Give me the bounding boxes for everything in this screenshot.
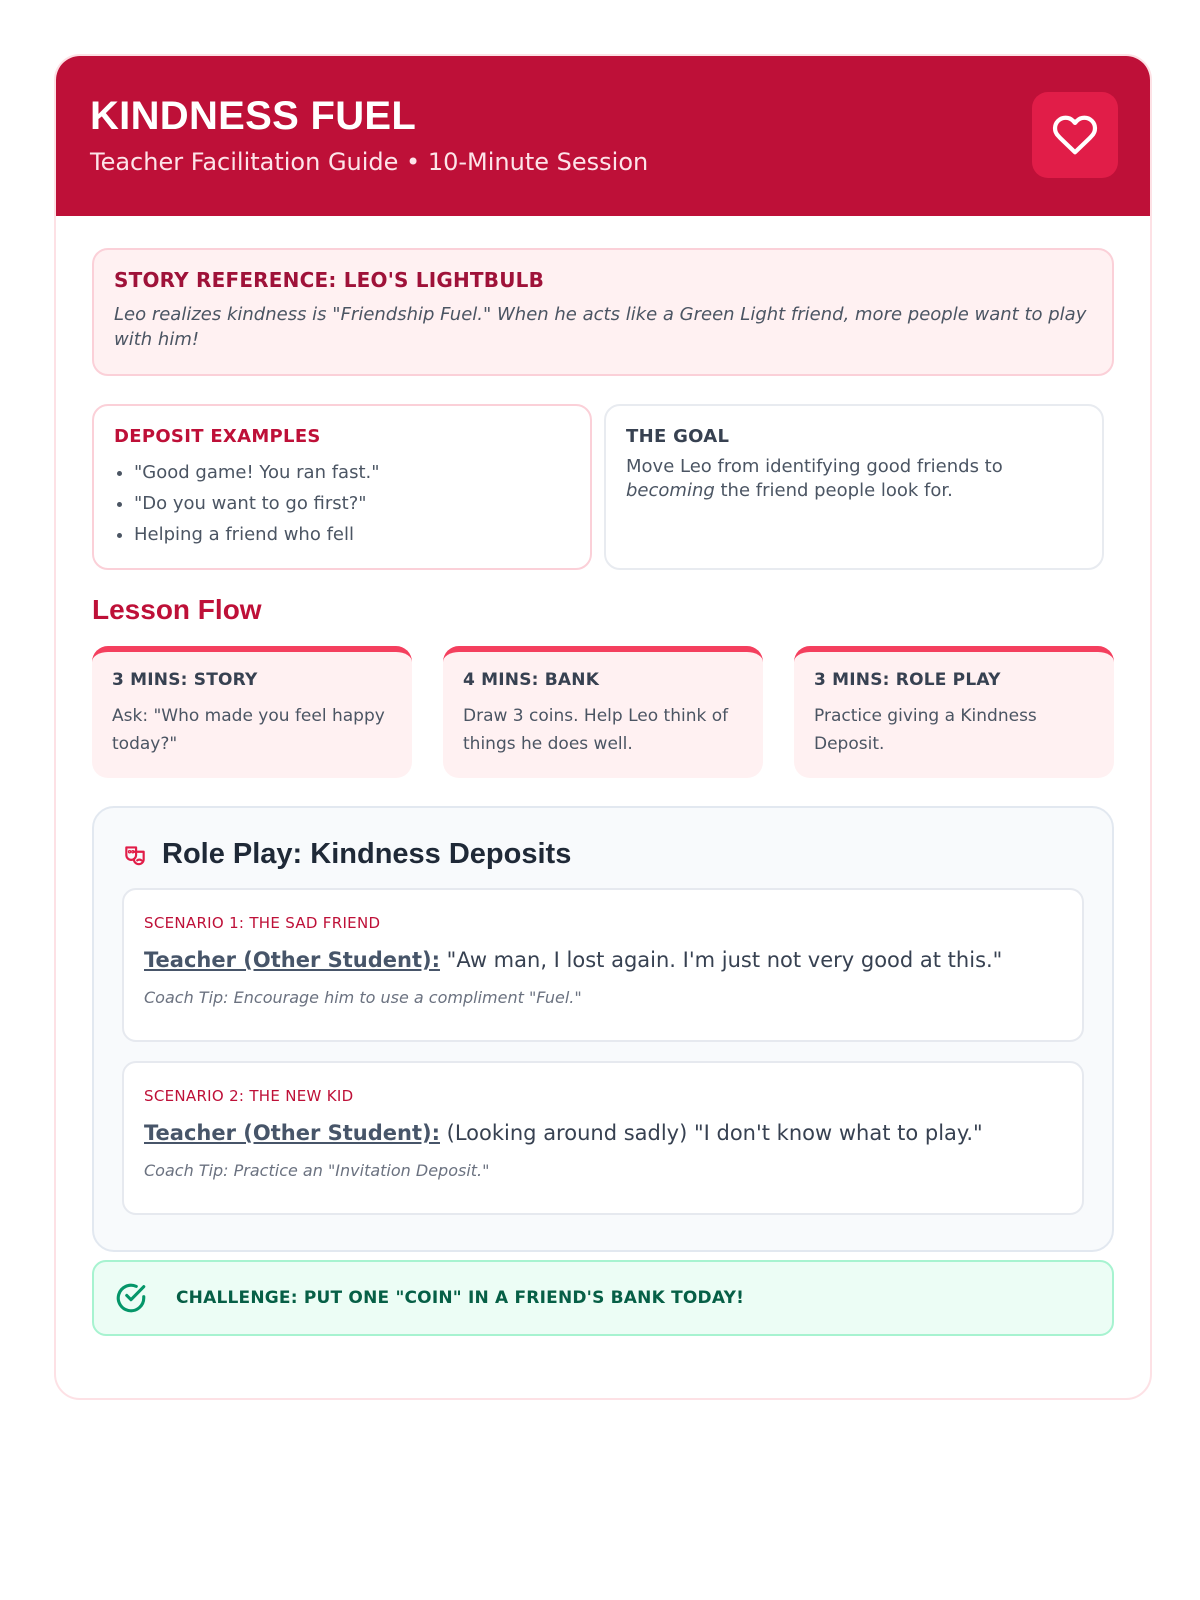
role-play-title: Role Play: Kindness Deposits [162,838,572,870]
story-text: Leo realizes kindness is "Friendship Fuel." When he acts like a Green Light friend, more people want to play with him! [114,304,1087,350]
lesson-flow-title: Lesson Flow [92,594,262,625]
story-reference-box [92,248,1114,376]
scenario-speaker: Teacher (Other Student): [144,1121,440,1145]
scenario-dialogue [144,1121,1062,1145]
list-item: • "Do you want to go first?" [134,488,570,519]
scenario-dialogue [144,948,1062,972]
flow-step-bank [443,646,763,778]
guide-card [54,54,1152,1400]
step-title: 3 MINS: STORY [112,670,258,690]
flow-step-story [92,646,412,778]
deposit-examples-box [92,404,592,570]
scenario-card [122,1061,1084,1215]
list-item: • "Good game! You ran fast." [134,457,570,488]
heart-icon [1052,112,1098,158]
role-play-header [122,838,571,871]
step-title: 4 MINS: BANK [463,670,600,690]
check-circle-icon [114,1281,148,1315]
step-title: 3 MINS: ROLE PLAY [814,670,1001,690]
coach-tip: Coach Tip: Encourage him to use a compliment "Fuel." [144,988,582,1007]
step-text: Ask: "Who made you feel happy today?" [112,706,385,754]
role-play-panel [92,806,1114,1252]
scenario-line: "Aw man, I lost again. I'm just not very good at this." [439,948,1003,972]
page-title: KINDNESS FUEL [90,94,417,138]
deposit-examples-list [114,457,570,550]
list-item: • Helping a friend who fell [134,519,570,550]
header-banner [56,56,1150,216]
challenge-banner [92,1260,1114,1336]
goal-title: THE GOAL [626,426,730,447]
goal-box [604,404,1104,570]
theater-masks-icon [122,842,148,868]
deposit-examples-title: DEPOSIT EXAMPLES [114,426,321,447]
scenario-title: SCENARIO 1: THE SAD FRIEND [144,914,381,932]
goal-emphasis: becoming [626,480,715,501]
story-title: STORY REFERENCE: LEO'S LIGHTBULB [114,268,545,292]
coach-tip: Coach Tip: Practice an "Invitation Deposit." [144,1161,490,1180]
heart-badge [1032,92,1118,178]
scenario-line: (Looking around sadly) "I don't know what to play." [439,1121,983,1145]
step-text: Draw 3 coins. Help Leo think of things he does well. [463,706,729,754]
flow-step-role-play [794,646,1114,778]
page-subtitle: Teacher Facilitation Guide • 10-Minute Session [90,148,649,176]
scenario-title: SCENARIO 2: THE NEW KID [144,1087,354,1105]
scenario-speaker: Teacher (Other Student): [144,948,440,972]
challenge-text: CHALLENGE: PUT ONE "COIN" IN A FRIEND'S BANK TODAY! [176,1288,745,1308]
scenario-card [122,888,1084,1042]
goal-text: Move Leo from identifying good friends to becoming the friend people look for. [626,456,1003,501]
step-text: Practice giving a Kindness Deposit. [814,706,1037,754]
